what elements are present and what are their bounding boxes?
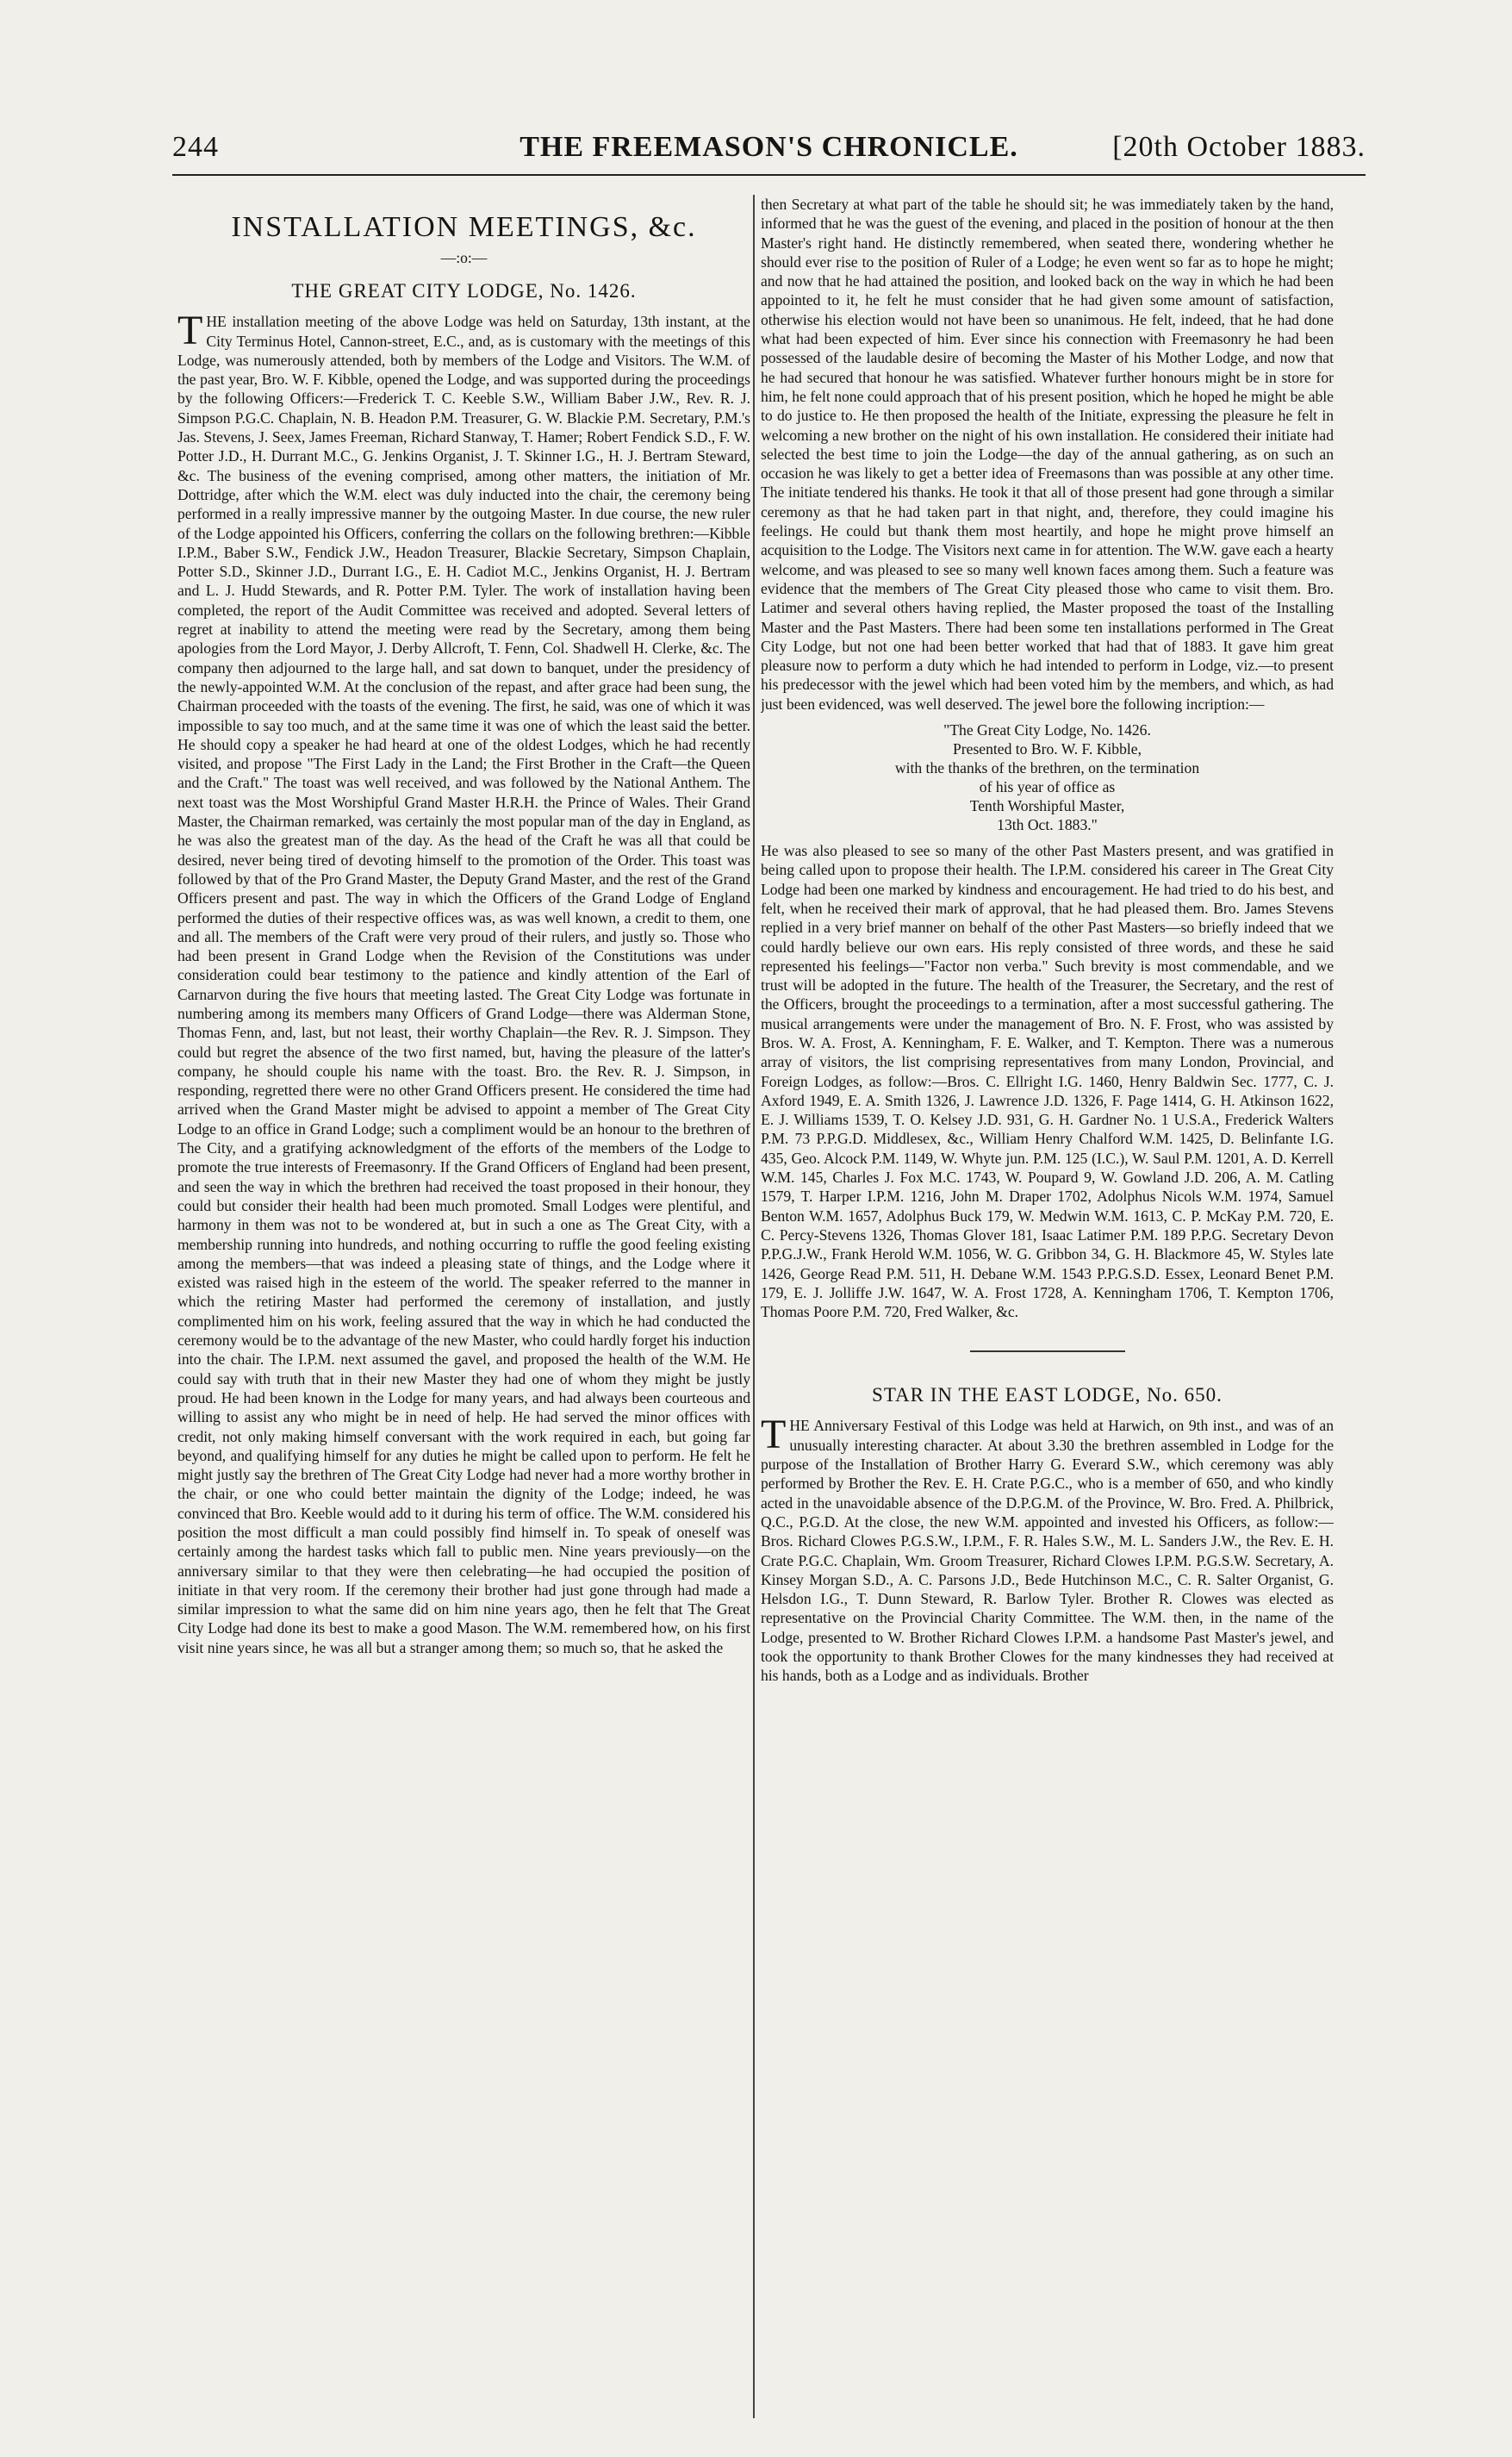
jewel-inscription [761, 720, 1334, 834]
article-body-right: then Secretary at what part of the table he should sit; he was immediately taken by the hand, informed that he was the guest of the evening, and placed in the position of honour at the then Master's right hand. He distinctly remembered, when seated there, wondering whether he should ever rise to the position of Ruler of a Lodge; he even went so far as to hope he might; and now that he had attained the position, and looked back on the way in which he had been appointed to it, he felt he must consider that he had given some amount of satisfaction, otherwise his election would not have been so unanimous. He felt, indeed, that he had done what had been expected of him. Ever since his connection with Freemasonry he had been possessed of the laudable desire of becoming the Master of his Mother Lodge, and now that he had secured that honour he was satisfied. Whatever further honours might be in store for him, he felt none could approach that of his present position, which he hoped he might be able to do justice to. He then proposed the health of the Initiate, expressing the pleasure he felt in welcoming a new brother on the night of his own installation. He considered their initiate had selected the best time to join the Lodge—the day of the annual gathering, as on such an occasion he was likely to get a better idea of Freemasons than was possible at any other time. The initiate tendered his thanks. He took it that all of those present had gone through a similar ceremony as that he had taken part in that night, and, therefore, they could imagine his feelings. He could but thank them most heartily, and hope he might prove himself an acquisition to the Lodge. The Visitors next came in for attention. The W.W. gave each a hearty welcome, and was pleased to see so many well known faces among them. Such a feature was evidence that the members of The Great City pleased those who came to visit them. Bro. Latimer and several others having replied, the Master proposed the toast of the Installing Master and the Past Masters. There had been some ten installations performed in The Great City Lodge, but not one had been better worked that had that of 1883. It gave him great pleasure now to perform a duty which he had intended to perform in Lodge, viz.—to present his predecessor with the jewel which had been voted him by the members, and which, as had just been evidenced, was well deserved. The jewel bore the following incription:— [761, 196, 1334, 713]
article-divider [970, 1350, 1125, 1352]
article-body-left-text: HE installation meeting of the above Lodge was held on Saturday, 13th instant, at the City Terminus Hotel, Cannon-street, E.C., and, as is customary with the meetings of this Lodge, was numerously attended, both by members of the Lodge and Visitors. The W.M. of the past year, Bro. W. F. Kibble, opened the Lodge, and was supported during the proceedings by the following Officers:—Frederick T. C. Keeble S.W., William Baber J.W., Rev. R. J. Simpson P.G.C. Chaplain, N. B. Headon P.M. Treasurer, G. W. Blackie P.M. Secretary, P.M.'s Jas. Stevens, J. Seex, James Freeman, Richard Stanway, T. Hamer; Robert Fendick S.D., F. W. Potter J.D., H. Durrant M.C., G. Jenkins Organist, J. T. Skinner I.G., H. J. Bertram Steward, &c. The business of the evening comprised, among other matters, the initiation of Mr. Dottridge, after which the W.M. elect was duly inducted into the chair, the ceremony being performed in a really impressive manner by the outgoing Master. In due course, the new ruler of the Lodge appointed his Officers, conferring the collars on the following brethren:—Kibble I.P.M., Baber S.W., Fendick J.W., Headon Treasurer, Blackie Secretary, Simpson Chaplain, Potter S.D., Skinner J.D., Durrant I.G., E. H. Cadiot M.C., Jenkins Organist, H. J. Bertram and L. J. Hudd Stewards, and R. Potter P.M. Tyler. The work of installation having been completed, the report of the Audit Committee was received and adopted. Several letters of regret at inability to attend the meeting were read by the Secretary, among them being apologies from the Lord Mayor, J. Derby Allcroft, T. Fenn, Col. Shadwell H. Clerke, &c. The company then adjourned to the large hall, and sat down to banquet, under the presidency of the newly-appointed W.M. At the conclusion of the repast, and after grace had been sung, the Chairman proceeded with the toasts of the evening. The first, he said, was one of which it was impossible to say too much, and at the same time it was one of which the least said the better. He should copy a speaker he had heard at one of the oldest Lodges, which he had recently visited, and propose "The First Lady in the Land; the First Brother in the Craft—the Queen and the Craft." The toast was well received, and was followed by the National Anthem. The next toast was the Most Worshipful Grand Master H.R.H. the Prince of Wales. Their Grand Master, the Chairman remarked, was certainly the most popular man of the day in England, as he was also the greatest man of the day. As the head of the Craft he was all that could be desired, never being tired of devoting himself to the promotion of the Order. This toast was followed by that of the Pro Grand Master, the Deputy Grand Master, and the rest of the Grand Officers present and past. The way in which the Officers of the Grand Lodge of England performed the duties of their respective offices was, as was well known, a credit to them, one and all. The members of the Craft were very proud of their rulers, and justly so. Those who had been present in Grand Lodge when the Revision of the Constitutions was under consideration could bear testimony to the patience and kindly attention of the Earl of Carnarvon during the five hours that meeting lasted. The Great City Lodge was fortunate in numbering among its members many Officers of Grand Lodge—there was Alderman Stone, Thomas Fenn, and, last, but not least, their worthy Chaplain—the Rev. R. J. Simpson. They could but regret the absence of the two first named, but, having the pleasure of the latter's company, he should couple his name with the toast. Bro. the Rev. R. J. Simpson, in responding, regretted there were no other Grand Officers present. He considered the time had arrived when the Grand Master might be advised to appoint a member of The Great City Lodge to an office in Grand Lodge; such a compliment would be an honour to the brethren of The City, and a gratifying acknowledgment of the efforts of the members of the Lodge to promote the true interests of Freemasonry. If the Grand Officers of England had been present, and seen the way in which the brethren had received the toast proposed in their honour, they could but consider their health had been much promoted. Small Lodges were plentiful, and harmony in them was not to be wondered at, but in such a one as The Great City, with a membership running into hundreds, and nothing occurring to ruffle the good feeling existing among the members—that was indeed a pleasing state of things, and the Lodge where it existed was raised high in the esteem of the world. The speaker referred to the manner in which the retiring Master had performed the ceremony of installation, and justly complimented him on his work, feeling assured that the way in which he had conducted the ceremony would be to the advantage of the new Master, who could hardly forget his induction into the chair. The I.P.M. next assumed the gavel, and proposed the health of the W.M. He could say with truth that in their new Master they had one of whom they might be justly proud. He had been known in the Lodge for many years, and had always been courteous and willing to assist any who might be in need of help. He had served the minor offices with credit, not only making himself conversant with the work required in each, but going far beyond, and qualifying himself for any duties he might be called upon to perform. He felt he might justly say the brethren of The Great City Lodge had never had a more worthy brother in the chair, or one who could better maintain the dignity of the Lodge; indeed, he was convinced that Bro. Keeble would add to it during his term of office. The W.M. considered his position the most difficult a man could possibly find himself in. To speak of oneself was certainly among the hardest tasks which fall to public men. Nine years previously—on the anniversary similar to that they were then celebrating—he had occupied the position of initiate in that very room. If the ceremony their brother had just gone through had made a similar impression to what the same did on him nine years ago, then he felt that The Great City Lodge had done its best to make a good Mason. The W.M. remembered how, on his first visit nine years since, he was all but a stranger among them; so much so, that he asked the [177, 313, 750, 1656]
heading-separator: —:o:— [440, 249, 488, 266]
inscription-line: 13th Oct. 1883." [997, 816, 1098, 834]
right-column [761, 195, 1334, 2427]
article2-body-text: HE Anniversary Festival of this Lodge was held at Harwich, on 9th inst., and was of an unusually interesting character. At about 3.30 the brethren assembled in Lodge for the purpose of the Installation of Brother Harry G. Everard S.W., which ceremony was ably performed by Brother the Rev. E. H. Crate P.G.C., who is a member of 650, and who kindly acted in the unavoidable absence of the D.P.G.M. of the Province, W. Bro. Fred. A. Philbrick, Q.C., P.G.D. At the close, the new W.M. appointed and invested his Officers, as follow:—Bros. Richard Clowes P.G.S.W., I.P.M., F. R. Hales S.W., M. L. Sanders J.W., the Rev. E. H. Crate P.G.C. Chaplain, Wm. Groom Treasurer, Richard Clowes I.P.M. P.G.S.W. Secretary, A. Kinsey Morgan S.D., A. C. Parsons J.D., Bede Hutchinson M.C., C. R. Salter Organist, G. Helsdon I.G., T. Dunn Steward, R. Barlow Tyler. Brother R. Clowes was elected as representative on the Provincial Charity Committee. The W.M. then, in the name of the Lodge, presented to W. Brother Richard Clowes I.P.M. a handsome Past Master's jewel, and took the opportunity to thank Brother Clowes for the many kindnesses they had received at his hands, both as a Lodge and as individuals. Brother [761, 1417, 1334, 1685]
left-column [177, 195, 750, 2427]
drop-cap: T [761, 1412, 787, 1458]
inscription-line: with the thanks of the brethren, on the termination [894, 759, 1200, 777]
inscription-line: of his year of office as [979, 778, 1116, 796]
section-heading: INSTALLATION MEETINGS, &c. [231, 211, 697, 243]
article-body-right-continued: He was also pleased to see so many of the other Past Masters present, and was gratified in being called upon to propose their health. The I.P.M. considered his career in The Great City Lodge had been one marked by kindness and encouragement. He had tried to do his best, and felt, when he received their mark of approval, that he had pleased them. Bro. James Stevens replied in a very brief manner on behalf of the other Past Masters—so briefly indeed that we could hardly believe our own ears. His reply consisted of three words, and these he said represented his feelings—"Factor non verba." Such brevity is most commendable, and we trust will be adopted in the future. The health of the Treasurer, the Secretary, and the rest of the Officers, brought the proceedings to a termination, after a most successful gathering. The musical arrangements were under the management of Bro. N. F. Frost, who was assisted by Bros. W. A. Frost, A. Kenningham, F. E. Walker, and T. Kempton. There was a numerous array of visitors, the list comprising representatives from many London, Provincial, and Foreign Lodges, as follow:—Bros. C. Ellright I.G. 1460, Henry Baldwin Sec. 1777, C. J. Axford 1949, E. A. Smith 1326, J. Lawrence J.D. 1326, F. Page 1414, G. H. Atkinson 1622, E. J. Williams 1539, T. O. Kelsey J.D. 931, G. H. Gardner No. 1 U.S.A., Frederick Walters P.M. 73 P.P.G.D. Middlesex, &c., William Henry Chalford W.M. 1425, D. Belinfante I.G. 435, Geo. Alcock P.M. 1149, W. Whyte jun. P.M. 125 (I.C.), W. Saul P.M. 1201, A. D. Kerrell W.M. 145, Charles J. Fox M.C. 1743, W. Poupard 9, W. Gowland J.D. 206, A. M. Catling 1579, T. Harper I.P.M. 1216, John M. Draper 1702, Adolphus Nicols W.M. 1974, Samuel Benton W.M. 1657, Adolphus Buck 179, W. Medwin W.M. 1613, C. P. McKay P.M. 720, E. C. Percy-Stevens 1326, Thomas Glover 181, Isaac Latimer P.M. 189 P.P.G. Secretary Devon P.P.G.J.W., Frank Herold W.M. 1056, W. G. Gribbon 34, G. H. Blackmore 45, W. Styles late 1426, George Read P.M. 511, H. Debane W.M. 1543 P.P.G.S.D. Essex, Leonard Benet P.M. 179, E. J. Jolliffe J.W. 1647, W. A. Frost 1728, A. Kenningham 1706, T. Kempton 1706, Thomas Poore P.M. 720, Fred Walker, &c. [761, 842, 1334, 1321]
inscription-line: "The Great City Lodge, No. 1426. [943, 721, 1151, 739]
article2-body [761, 1412, 1334, 1685]
newspaper-title: THE FREEMASON'S CHRONICLE. [520, 131, 1018, 163]
issue-date: [20th October 1883. [1112, 131, 1366, 163]
inscription-line: Tenth Worshipful Master, [969, 797, 1125, 815]
masthead [172, 128, 1366, 176]
page-number: 244 [172, 131, 219, 163]
article-body-left [177, 308, 750, 1657]
article-heading-star-in-the-east: STAR IN THE EAST LODGE, No. 650. [872, 1384, 1223, 1406]
inscription-line: Presented to Bro. W. F. Kibble, [953, 740, 1142, 758]
drop-cap: T [177, 308, 203, 354]
column-divider [753, 195, 755, 2418]
article-heading-great-city-lodge: THE GREAT CITY LODGE, No. 1426. [291, 280, 637, 302]
